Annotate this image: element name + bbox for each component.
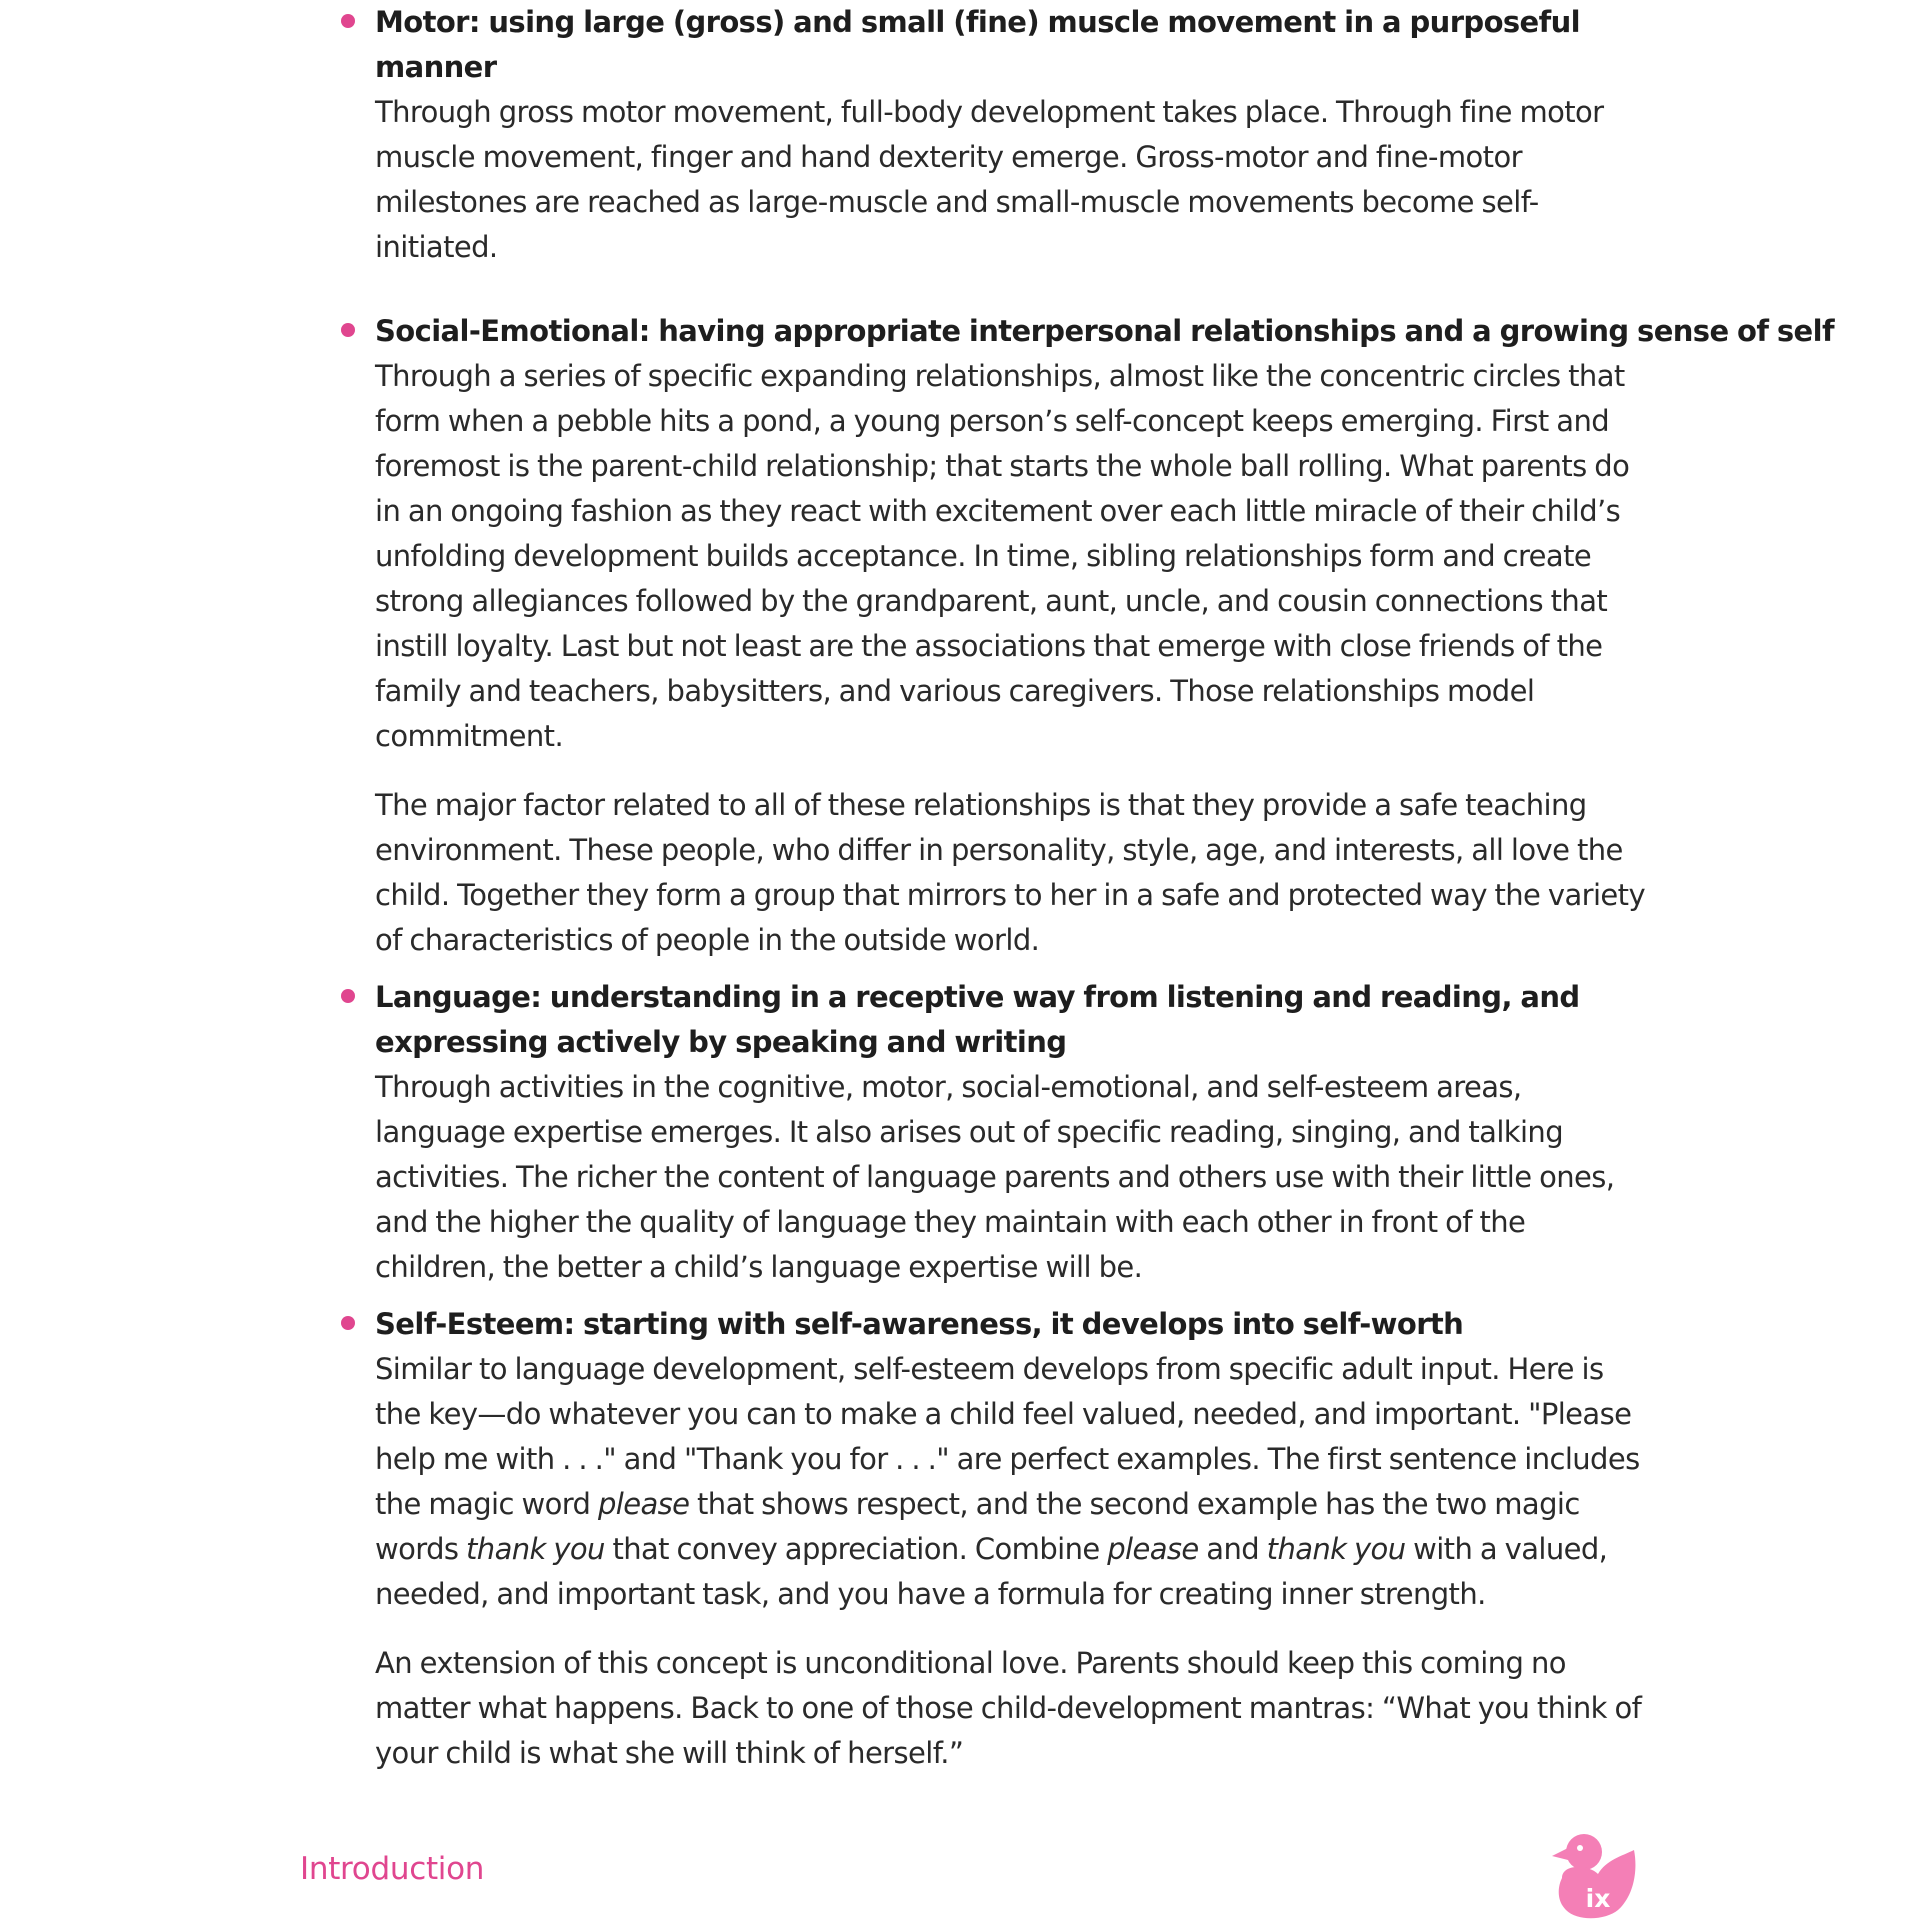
section-motor bbox=[375, 0, 1645, 270]
bullet-icon bbox=[341, 14, 355, 28]
text-run: and bbox=[1198, 1532, 1267, 1566]
section-paragraph: Through activities in the cognitive, motor, social-emotional, and self-esteem areas, language expertise emerges. It also arises out of specific reading, singing, and talking activities. The richer the content of language parents and others use with their little ones, and the higher the quality of language they maintain with each other in front of the children, the better a child’s language expertise will be. bbox=[375, 1070, 1615, 1284]
page-body bbox=[375, 0, 1834, 1776]
section-social-emotional bbox=[375, 309, 1834, 963]
section-heading: Self-Esteem: starting with self-awareness, it develops into self-worth bbox=[375, 1307, 1464, 1341]
emphasis-thank-you: thank you bbox=[1266, 1532, 1406, 1566]
section-heading: Social-Emotional: having appropriate interpersonal relationships and a growing sense of self bbox=[375, 314, 1834, 348]
section-heading: Motor: using large (gross) and small (fine) muscle movement in a purposeful manner bbox=[375, 5, 1581, 84]
bullet-icon bbox=[341, 323, 355, 337]
section-paragraph bbox=[375, 1347, 1645, 1617]
emphasis-please: please bbox=[597, 1487, 690, 1521]
text-run: that shows respect, and the second example has the two magic words bbox=[375, 1487, 1580, 1566]
emphasis-please: please bbox=[1107, 1532, 1199, 1566]
section-paragraph: An extension of this concept is unconditional love. Parents should keep this coming no matter what happens. Back to one of those child-development mantras: “What you think of your child is what she will think of herself.” bbox=[375, 1646, 1642, 1770]
bullet-icon bbox=[341, 1316, 355, 1330]
section-self-esteem bbox=[375, 1302, 1645, 1776]
section-paragraph: Through gross motor movement, full-body development takes place. Through fine motor muscle movement, finger and hand dexterity emerge. Gross-motor and fine-motor milestones are reached as large-muscle and small-muscle movements become self-initiated. bbox=[375, 95, 1604, 264]
emphasis-thank-you: thank you bbox=[466, 1532, 605, 1566]
section-paragraph: Through a series of specific expanding relationships, almost like the concentric circles that form when a pebble hits a pond, a young person’s self-concept keeps emerging. First and foremost is the parent-child relationship; that starts the whole ball rolling. What parents do in an ongoing fashion as they react with excitement over each little miracle of their child’s unfolding development builds acceptance. In time, sibling relationships form and create strong allegiances followed by the grandparent, aunt, uncle, and cousin connections that instill loyalty. Last but not least are the associations that emerge with close friends of the family and teachers, babysitters, and various caregivers. Those relationships model commitment. bbox=[375, 359, 1630, 753]
section-heading: Language: understanding in a receptive way from listening and reading, and expressing actively by speaking and writing bbox=[375, 980, 1580, 1059]
bullet-icon bbox=[341, 989, 355, 1003]
section-paragraph: The major factor related to all of these relationships is that they provide a safe teaching environment. These people, who differ in personality, style, age, and interests, all love the child. Together they form a group that mirrors to her in a safe and protected way the variety of characteristics of people in the outside world. bbox=[375, 788, 1646, 957]
section-language bbox=[375, 975, 1645, 1290]
text-run: with a valued, needed, and important task, and you have a formula for creating inner strength. bbox=[375, 1532, 1608, 1611]
page-number: ix bbox=[1585, 1884, 1611, 1913]
text-run: Similar to language development, self-esteem develops from specific adult input. Here is the key—do whatever you can to make a child feel valued, needed, and important. "Please help me with . . ." and "Thank you for . . ." are perfect examples. The first sentence includes the magic word bbox=[375, 1352, 1640, 1521]
text-run: that convey appreciation. Combine bbox=[604, 1532, 1108, 1566]
footer-section-label: Introduction bbox=[300, 1851, 485, 1887]
